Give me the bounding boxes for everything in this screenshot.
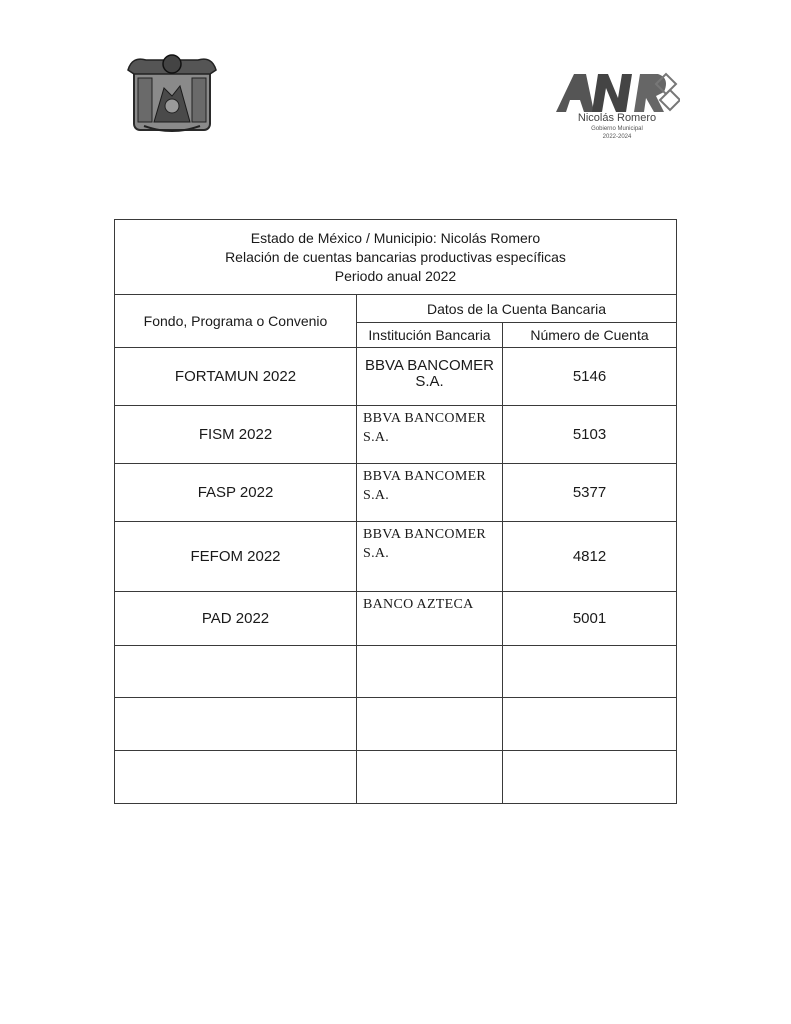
column-fund-header: Fondo, Programa o Convenio	[115, 295, 357, 348]
empty-cell	[503, 751, 677, 804]
bank-accounts-table	[114, 219, 677, 804]
column-account-data-header: Datos de la Cuenta Bancaria	[357, 295, 677, 323]
empty-cell	[357, 698, 503, 751]
empty-row	[115, 646, 677, 698]
table-row	[115, 406, 677, 464]
column-account-number-header: Número de Cuenta	[503, 323, 677, 348]
empty-row	[115, 751, 677, 804]
empty-cell	[357, 751, 503, 804]
empty-cell	[503, 646, 677, 698]
column-institution-header: Institución Bancaria	[357, 323, 503, 348]
table-row	[115, 348, 677, 406]
account-cell: 5001	[503, 592, 677, 646]
government-logo	[548, 64, 680, 156]
bank-cell: BBVA BANCOMER S.A.	[357, 464, 503, 522]
bank-cell: BBVA BANCOMER S.A.	[357, 522, 503, 592]
table-title-row	[115, 220, 677, 295]
table-row	[115, 464, 677, 522]
account-cell: 5103	[503, 406, 677, 464]
account-cell: 5377	[503, 464, 677, 522]
bank-cell: BBVA BANCOMER S.A.	[357, 406, 503, 464]
table-row	[115, 522, 677, 592]
account-cell: 4812	[503, 522, 677, 592]
municipal-crest-icon	[124, 52, 220, 134]
fund-cell: FEFOM 2022	[115, 522, 357, 592]
empty-cell	[115, 698, 357, 751]
anr-logo-icon	[548, 64, 680, 156]
logo-subtitle: Gobierno Municipal	[591, 126, 643, 132]
empty-cell	[115, 646, 357, 698]
empty-row	[115, 698, 677, 751]
logo-years: 2022-2024	[602, 134, 632, 140]
title-line-1: Estado de México / Municipio: Nicolás Romero	[250, 229, 541, 246]
fund-cell: FISM 2022	[115, 406, 357, 464]
title-line-2: Relación de cuentas bancarias productivas específicas	[225, 248, 566, 265]
fund-cell: FASP 2022	[115, 464, 357, 522]
fund-cell: FORTAMUN 2022	[115, 348, 357, 406]
empty-cell	[357, 646, 503, 698]
bank-cell: BANCO AZTECA	[357, 592, 503, 646]
title-line-3: Periodo anual 2022	[334, 267, 457, 284]
bank-cell: BBVA BANCOMER S.A.	[357, 348, 503, 406]
table-title	[115, 220, 677, 295]
account-cell: 5146	[503, 348, 677, 406]
column-header-row-1	[115, 295, 677, 323]
empty-cell	[503, 698, 677, 751]
empty-cell	[115, 751, 357, 804]
logo-name: Nicolás Romero	[577, 112, 657, 124]
fund-cell: PAD 2022	[115, 592, 357, 646]
table-row	[115, 592, 677, 646]
